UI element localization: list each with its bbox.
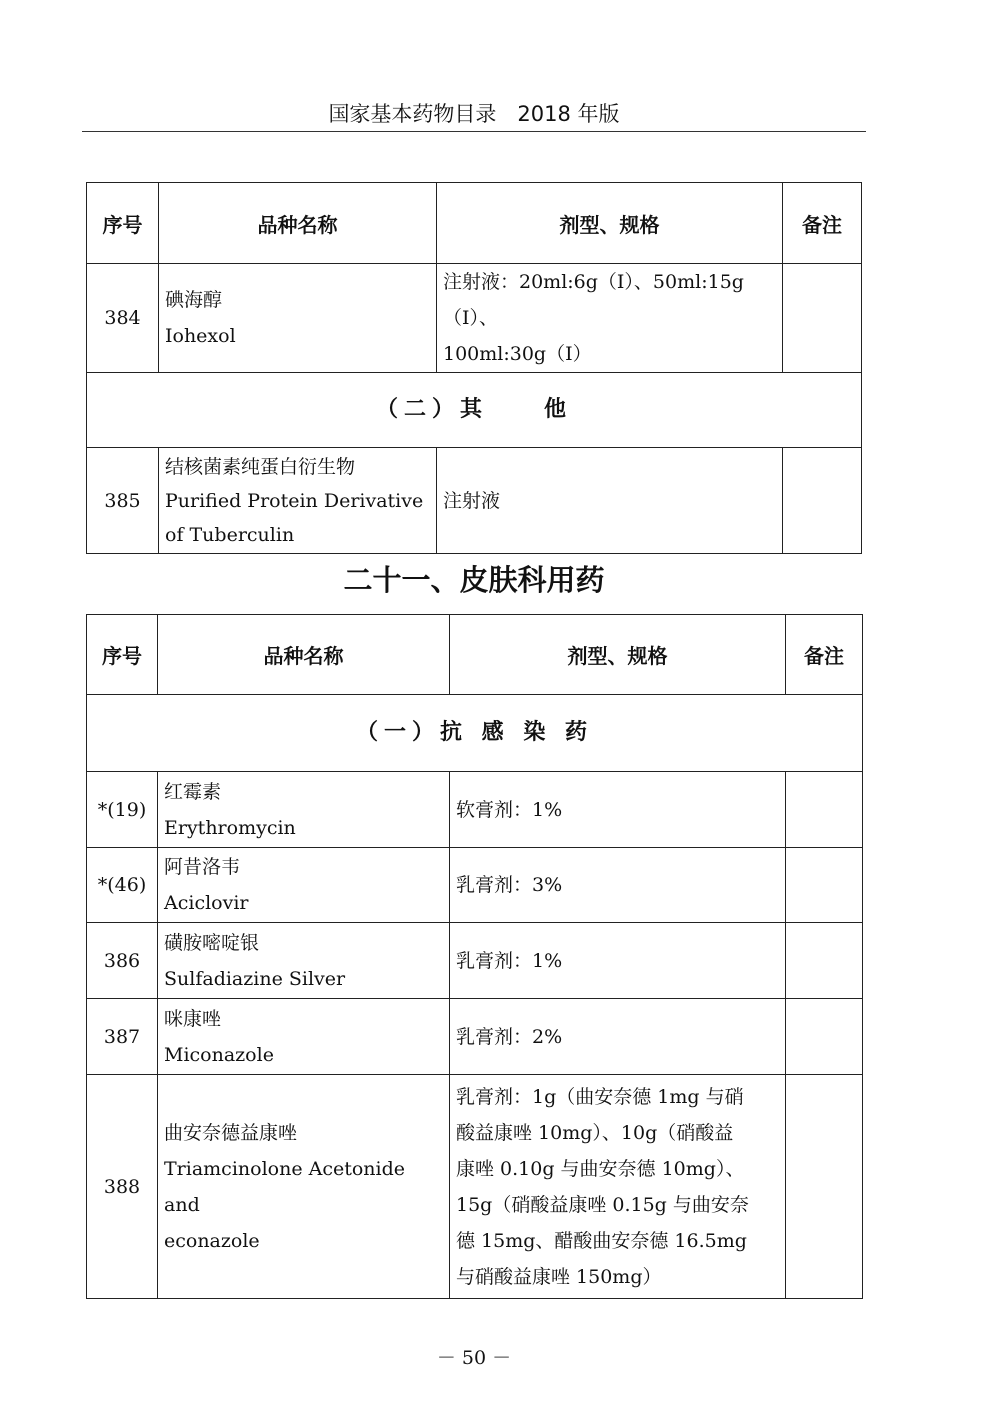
section-title: （一）抗 感 染 药 xyxy=(87,695,863,772)
header-note: 备注 xyxy=(786,615,863,695)
row-note xyxy=(783,264,862,373)
row-name xyxy=(158,848,450,923)
name-en: Iohexol xyxy=(165,325,236,347)
name-en: Miconazole xyxy=(164,1043,274,1066)
header-no: 序号 xyxy=(87,615,158,695)
row-no: 386 xyxy=(87,923,158,999)
table-row xyxy=(87,923,863,999)
row-name xyxy=(158,999,450,1075)
row-spec: 乳膏剂：2% xyxy=(450,999,786,1075)
section-title: （二）其 他 xyxy=(87,373,862,448)
table-row xyxy=(87,772,863,848)
name-cn: 阿昔洛韦 xyxy=(164,856,241,878)
table-header-row xyxy=(87,615,863,695)
spec-line: 德 15mg、醋酸曲安奈德 16.5mg xyxy=(456,1229,747,1252)
row-spec: 乳膏剂：1% xyxy=(450,923,786,999)
row-note xyxy=(786,923,863,999)
name-en: Aciclovir xyxy=(164,892,249,914)
row-no: *(19) xyxy=(87,772,158,848)
header-spec: 剂型、规格 xyxy=(450,615,786,695)
row-note xyxy=(786,848,863,923)
spec-line: 康唑 0.10g 与曲安奈德 10mg）、 xyxy=(456,1157,745,1180)
row-spec: 软膏剂：1% xyxy=(450,772,786,848)
row-no: *(46) xyxy=(87,848,158,923)
header-note: 备注 xyxy=(783,183,862,264)
spec-line: 注射液：20ml:6g（I）、50ml:15g（I）、 xyxy=(443,271,744,329)
name-cn: 磺胺嘧啶银 xyxy=(164,931,260,954)
spec-line: 与硝酸益康唑 150mg） xyxy=(456,1265,662,1288)
name-cn: 咪康唑 xyxy=(164,1007,222,1030)
row-no: 385 xyxy=(87,448,159,554)
row-note xyxy=(786,1075,863,1299)
name-cn: 结核菌素纯蛋白衍生物 xyxy=(165,455,356,478)
name-en: Purified Protein Derivative xyxy=(165,489,424,512)
name-cn: 红霉素 xyxy=(164,780,222,803)
spec-line: 15g（硝酸益康唑 0.15g 与曲安奈 xyxy=(456,1193,749,1216)
table-row xyxy=(87,848,863,923)
name-cn: 碘海醇 xyxy=(165,289,223,311)
running-header: 国家基本药物目录 2018 年版 xyxy=(328,102,620,126)
spec-line: 100ml:30g（I） xyxy=(443,343,592,365)
chapter-title: 二十一、皮肤科用药 xyxy=(343,563,605,597)
page-number: － 50 － xyxy=(436,1347,512,1369)
row-no: 384 xyxy=(87,264,159,373)
header-no: 序号 xyxy=(87,183,159,264)
header-rule xyxy=(82,131,866,132)
section-row xyxy=(87,373,862,448)
row-spec xyxy=(450,1075,786,1299)
name-en: Triamcinolone Acetonide and xyxy=(164,1157,406,1216)
name-en: Sulfadiazine Silver xyxy=(164,967,346,990)
name-en: Erythromycin xyxy=(164,816,296,839)
header-name: 品种名称 xyxy=(159,183,437,264)
row-spec xyxy=(437,264,783,373)
row-no: 387 xyxy=(87,999,158,1075)
table-row xyxy=(87,448,862,554)
table-row xyxy=(87,1075,863,1299)
table-row xyxy=(87,264,862,373)
name-cn: 曲安奈德益康唑 xyxy=(164,1121,298,1144)
section-row xyxy=(87,695,863,772)
row-spec: 乳膏剂：3% xyxy=(450,848,786,923)
row-spec: 注射液 xyxy=(437,448,783,554)
table-header-row xyxy=(87,183,862,264)
row-name xyxy=(158,923,450,999)
header-spec: 剂型、规格 xyxy=(437,183,783,264)
header-name: 品种名称 xyxy=(158,615,450,695)
name-en: econazole xyxy=(164,1229,260,1252)
row-name xyxy=(158,1075,450,1299)
name-en: of Tuberculin xyxy=(165,523,295,546)
row-no: 388 xyxy=(87,1075,158,1299)
spec-line: 酸益康唑 10mg）、10g（硝酸益 xyxy=(456,1121,734,1144)
table-row xyxy=(87,999,863,1075)
drug-table-1 xyxy=(86,182,862,554)
row-note xyxy=(786,772,863,848)
row-note xyxy=(783,448,862,554)
row-note xyxy=(786,999,863,1075)
row-name xyxy=(158,772,450,848)
row-name xyxy=(159,448,437,554)
row-name xyxy=(159,264,437,373)
drug-table-2 xyxy=(86,614,863,1299)
spec-line: 乳膏剂：1g（曲安奈德 1mg 与硝 xyxy=(456,1085,744,1108)
